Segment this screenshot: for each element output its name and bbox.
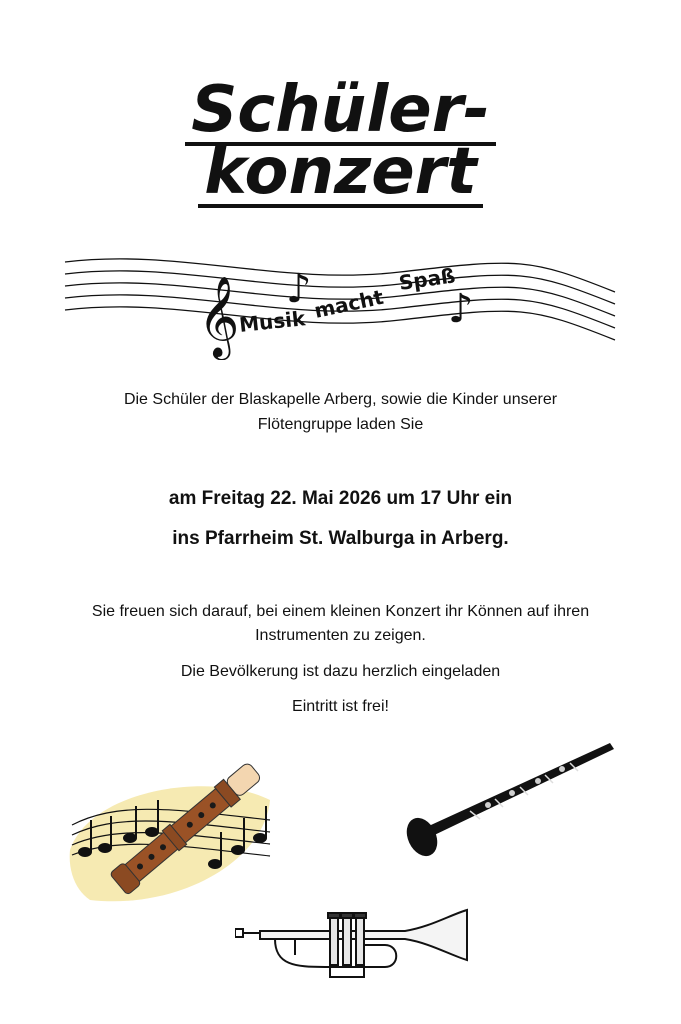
welcome-text: Die Bevölkerung ist dazu herzlich eingeladen bbox=[180, 663, 501, 680]
music-staff-banner bbox=[60, 250, 620, 360]
invite-line-1: Die Schüler der Blaskapelle Arberg, sowie die Kinder unserer bbox=[123, 391, 558, 408]
invite-line-2: Flötengruppe laden Sie bbox=[257, 416, 424, 433]
event-date: am Freitag 22. Mai 2026 um 17 Uhr ein bbox=[168, 488, 513, 509]
eighth-note-icon-2: ♪ bbox=[448, 286, 474, 332]
event-place: ins Pfarrheim St. Walburga in Arberg. bbox=[172, 528, 509, 549]
trumpet-icon bbox=[235, 910, 467, 977]
clarinet-icon bbox=[401, 743, 614, 860]
title-text-1: Schüler- bbox=[185, 78, 496, 146]
banner-word-macht: macht bbox=[312, 284, 386, 323]
treble-clef-icon: 𝄞 bbox=[198, 275, 240, 357]
banner-word-musik: Musik bbox=[238, 306, 307, 337]
clarinet-illustration bbox=[400, 735, 620, 860]
banner-word-spass: Spaß bbox=[397, 263, 457, 295]
admission-text: Eintritt ist frei! bbox=[292, 698, 389, 715]
details-line-2: Instrumenten zu zeigen. bbox=[255, 627, 426, 644]
eighth-note-icon: ♪ bbox=[286, 266, 312, 312]
trumpet-illustration bbox=[235, 905, 475, 985]
title-text-2: konzert bbox=[198, 140, 483, 208]
details-line-1: Sie freuen sich darauf, bei einem kleinen Konzert ihr Können auf ihren bbox=[91, 603, 590, 620]
title-line-2 bbox=[0, 135, 681, 209]
